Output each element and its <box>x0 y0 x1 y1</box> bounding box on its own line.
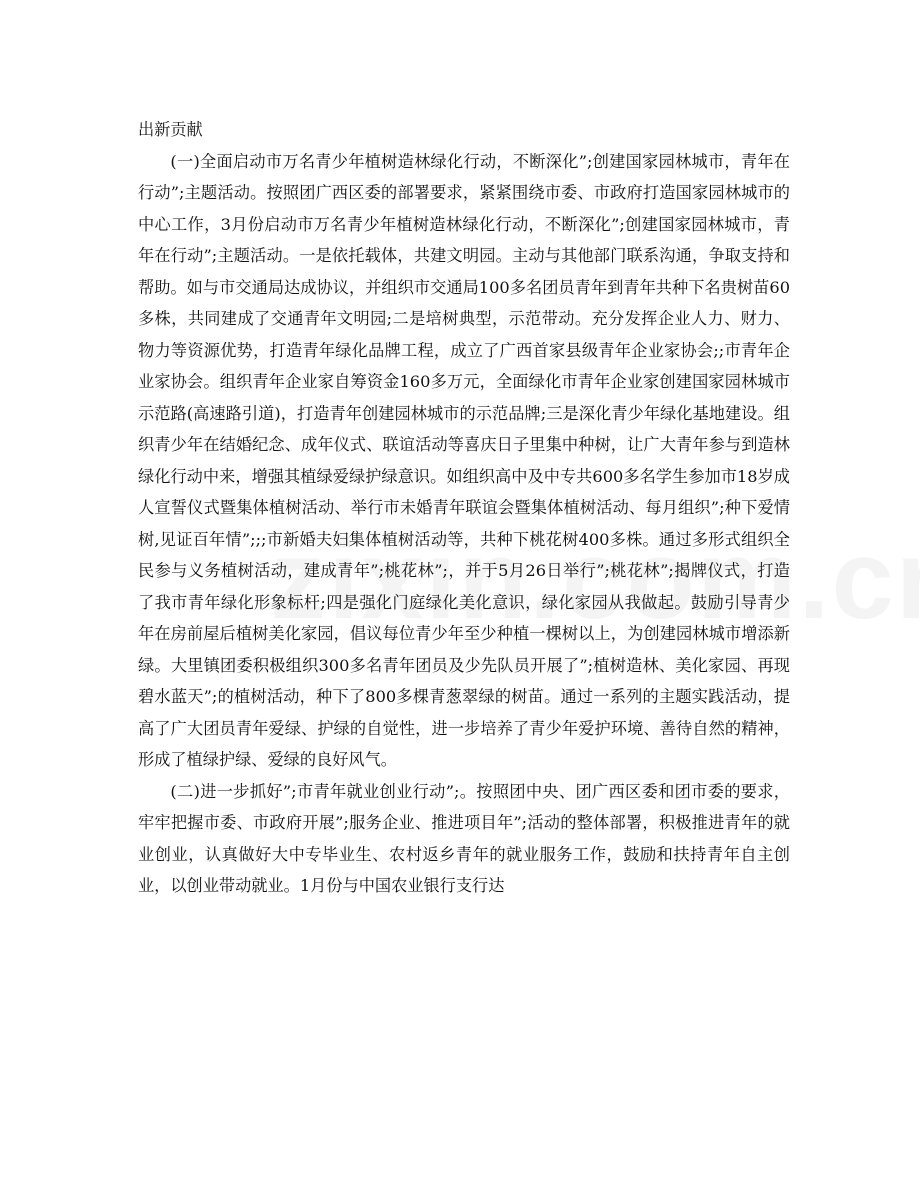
section-heading: 出新贡献 <box>138 120 203 139</box>
document-body <box>138 114 790 902</box>
paragraph-1: (一)全面启动市万名青少年植树造林绿化行动，不断深化”;创建国家园林城市，青年在行动”;主题活动。按照团广西区委的部署要求，紧紧围绕市委、市政府打造国家园林城市的中心工作，3月份启动市万名青少年植树造林绿化行动，不断深化”;创建国家园林城市，青年在行动”;主题活动。一是依托载体，共建文明园。主动与其他部门联系沟通，争取支持和帮助。如与市交通局达成协议，并组织市交通局100多名团员青年到青年共种下名贵树苗60多株，共同建成了交通青年文明园;二是培树典型，示范带动。充分发挥企业人力、财力、物力等资源优势，打造青年绿化品牌工程，成立了广西首家县级青年企业家协会;;市青年企业家协会。组织青年企业家自筹资金160多万元，全面绿化市青年企业家创建国家园林城市示范路(高速路引道)，打造青年创建园林城市的示范品牌;三是深化青少年绿化基地建设。组织青少年在结婚纪念、成年仪式、联谊活动等喜庆日子里集中种树，让广大青年参与到造林绿化行动中来，增强其植绿爱绿护绿意识。如组织高中及中专共600多名学生参加市18岁成人宣誓仪式暨集体植树活动、举行市未婚青年联谊会暨集体植树活动、每月组织”;种下爱情树,见证百年情”;;;市新婚夫妇集体植树活动等，共种下桃花树400多株。通过多形式组织全民参与义务植树活动，建成青年”;桃花林”;，并于5月26日举行”;桃花林”;揭牌仪式，打造了我市青年绿化形象标杆;四是强化门庭绿化美化意识，绿化家园从我做起。鼓励引导青少年在房前屋后植树美化家园，倡议每位青少年至少种植一棵树以上，为创建园林城市增添新绿。大里镇团委积极组织300多名青年团员及少先队员开展了”;植树造林、美化家园、再现碧水蓝天”;的植树活动，种下了800多棵青葱翠绿的树苗。通过一系列的主题实践活动，提高了广大团员青年爱绿、护绿的自觉性，进一步培养了青少年爱护环境、善待自然的精神，形成了植绿护绿、爱绿的良好风气。 <box>138 151 790 769</box>
paragraph-2: (二)进一步抓好”;市青年就业创业行动”;。按照团中央、团广西区委和团市委的要求，牢牢把握市委、市政府开展”;服务企业、推进项目年”;活动的整体部署，积极推进青年的就业创业，认真做好大中专毕业生、农村返乡青年的就业服务工作，鼓励和扶持青年自主创业，以创业带动就业。1月份与中国农业银行支行达 <box>138 781 790 895</box>
